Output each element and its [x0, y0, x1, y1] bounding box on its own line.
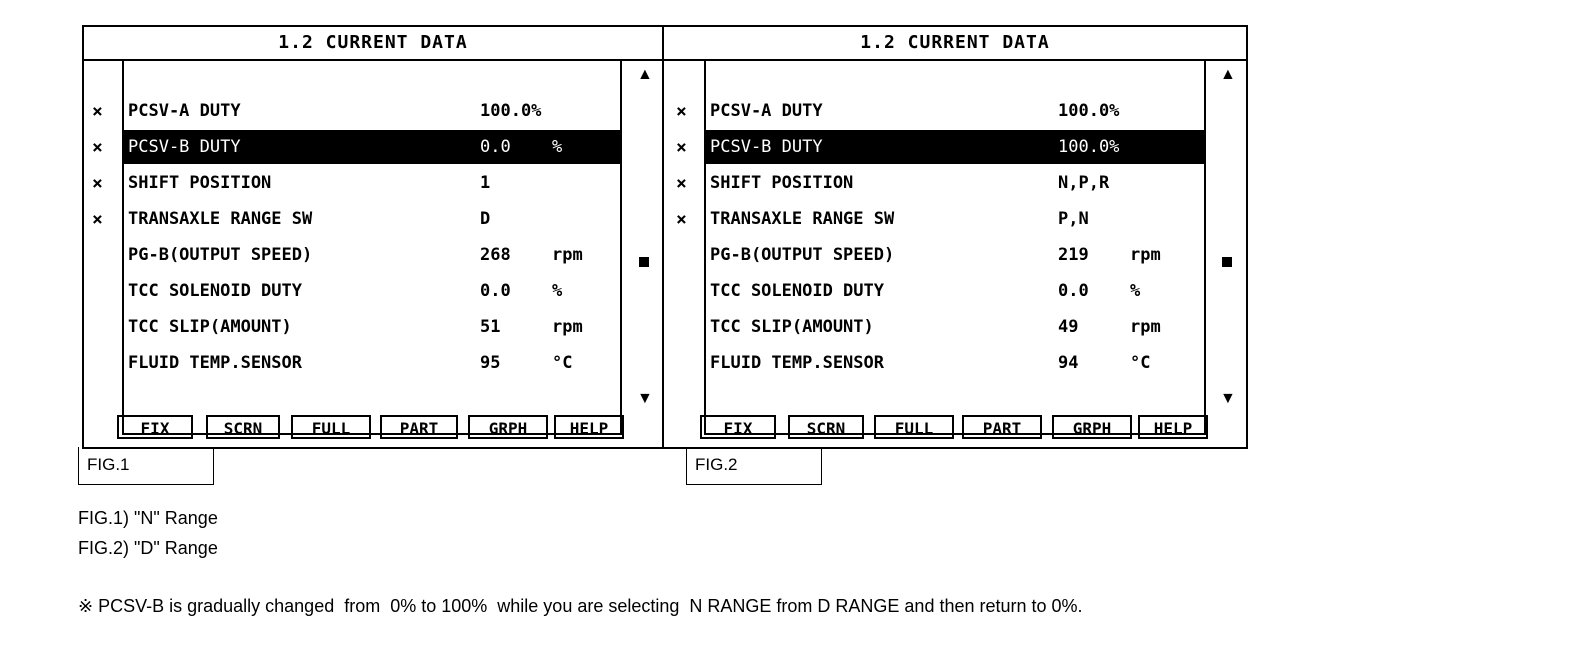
fig1-label: FIG.1	[78, 447, 214, 485]
row-value: 51	[480, 317, 501, 337]
row-unit: %	[552, 137, 563, 157]
row-value: 1	[480, 173, 491, 193]
fix-key[interactable]: FIX	[700, 415, 776, 439]
fig2-row-shift-position[interactable]	[706, 166, 1204, 200]
fig1-data-list[interactable]	[122, 61, 622, 435]
fig1-row-transaxle-range[interactable]	[124, 202, 620, 236]
row-unit: rpm	[1130, 245, 1161, 265]
row-value: 49	[1058, 317, 1079, 337]
fig1-star-2: ×	[92, 137, 103, 158]
fig1-star-3: ×	[92, 173, 103, 194]
fig1-row-pcsv-b[interactable]	[124, 130, 620, 164]
fig2-row-pcsv-a[interactable]	[706, 94, 1204, 128]
row-value: 94	[1058, 353, 1079, 373]
scroll-down-arrow-icon[interactable]: ▼	[1220, 390, 1236, 407]
row-name: FLUID TEMP.SENSOR	[710, 353, 884, 373]
row-name: TRANSAXLE RANGE SW	[710, 209, 895, 229]
scroll-down-arrow-icon[interactable]: ▼	[637, 390, 653, 407]
fig2-row-tcc-solenoid[interactable]	[706, 274, 1204, 308]
scrn-key[interactable]: SCRN	[788, 415, 864, 439]
fig1-star-4: ×	[92, 209, 103, 230]
row-name: FLUID TEMP.SENSOR	[128, 353, 302, 373]
row-name: PCSV-B DUTY	[128, 137, 241, 157]
row-name: TCC SOLENOID DUTY	[710, 281, 884, 301]
row-value: 0.0	[480, 137, 511, 157]
fig2-star-1: ×	[676, 101, 687, 122]
grph-key[interactable]: GRPH	[468, 415, 548, 439]
caption-fig2: FIG.2) "D" Range	[78, 538, 218, 558]
part-key[interactable]: PART	[962, 415, 1042, 439]
scroll-thumb[interactable]	[1222, 257, 1232, 267]
scroll-thumb[interactable]	[639, 257, 649, 267]
row-name: PCSV-B DUTY	[710, 137, 823, 157]
caption-fig1: FIG.1) "N" Range	[78, 508, 218, 528]
scroll-up-arrow-icon[interactable]: ▲	[637, 66, 653, 83]
row-value: 100.0%	[480, 101, 542, 121]
row-name: SHIFT POSITION	[710, 173, 854, 193]
row-name: TRANSAXLE RANGE SW	[128, 209, 313, 229]
fig1-title: 1.2 CURRENT DATA	[84, 27, 662, 61]
fig2-row-tcc-slip[interactable]	[706, 310, 1204, 344]
row-unit: rpm	[552, 317, 583, 337]
fig2-row-pcsv-b[interactable]	[706, 130, 1204, 164]
row-unit: °C	[1130, 353, 1151, 373]
fig2-title: 1.2 CURRENT DATA	[664, 27, 1246, 61]
help-key[interactable]: HELP	[554, 415, 624, 439]
row-name: TCC SOLENOID DUTY	[128, 281, 302, 301]
fig2-star-2: ×	[676, 137, 687, 158]
fig1-row-pcsv-a[interactable]	[124, 94, 620, 128]
row-unit: rpm	[552, 245, 583, 265]
fig1-star-1: ×	[92, 101, 103, 122]
row-value: N,P,R	[1058, 173, 1110, 193]
fig2-row-transaxle-range[interactable]	[706, 202, 1204, 236]
scrn-key[interactable]: SCRN	[206, 415, 280, 439]
fig1-row-tcc-solenoid[interactable]	[124, 274, 620, 308]
caption-note: ※ PCSV-B is gradually changed from 0% to 100% while you are selecting N RANGE from D RANGE and then return to 0%.	[78, 596, 1083, 616]
row-unit: %	[552, 281, 563, 301]
row-name: PCSV-A DUTY	[710, 101, 823, 121]
fig1-row-output-speed[interactable]	[124, 238, 620, 272]
row-value: 100.0%	[1058, 137, 1120, 157]
row-name: TCC SLIP(AMOUNT)	[710, 317, 874, 337]
fig2-panel	[662, 25, 1248, 449]
fig2-star-3: ×	[676, 173, 687, 194]
full-key[interactable]: FULL	[874, 415, 954, 439]
row-value: 0.0	[1058, 281, 1089, 301]
fig1-function-key-bar	[84, 413, 662, 443]
fig2-data-list[interactable]	[704, 61, 1206, 435]
row-value: 95	[480, 353, 501, 373]
fig2-row-output-speed[interactable]	[706, 238, 1204, 272]
row-name: PG-B(OUTPUT SPEED)	[710, 245, 895, 265]
fig2-star-4: ×	[676, 209, 687, 230]
fix-key[interactable]: FIX	[117, 415, 193, 439]
row-name: SHIFT POSITION	[128, 173, 272, 193]
scroll-up-arrow-icon[interactable]: ▲	[1220, 66, 1236, 83]
fig1-row-fluid-temp[interactable]	[124, 346, 620, 380]
row-unit: rpm	[1130, 317, 1161, 337]
fig2-function-key-bar	[664, 413, 1246, 443]
fig2-label: FIG.2	[686, 447, 822, 485]
fig1-row-tcc-slip[interactable]	[124, 310, 620, 344]
help-key[interactable]: HELP	[1138, 415, 1208, 439]
row-name: PG-B(OUTPUT SPEED)	[128, 245, 313, 265]
row-name: TCC SLIP(AMOUNT)	[128, 317, 292, 337]
row-value: 268	[480, 245, 511, 265]
grph-key[interactable]: GRPH	[1052, 415, 1132, 439]
row-value: 219	[1058, 245, 1089, 265]
row-name: PCSV-A DUTY	[128, 101, 241, 121]
part-key[interactable]: PART	[380, 415, 458, 439]
fig1-panel	[82, 25, 664, 449]
full-key[interactable]: FULL	[291, 415, 371, 439]
row-value: 0.0	[480, 281, 511, 301]
row-unit: °C	[552, 353, 573, 373]
row-value: D	[480, 209, 491, 229]
row-value: P,N	[1058, 209, 1089, 229]
row-unit: %	[1130, 281, 1141, 301]
fig1-row-shift-position[interactable]	[124, 166, 620, 200]
fig2-row-fluid-temp[interactable]	[706, 346, 1204, 380]
row-value: 100.0%	[1058, 101, 1120, 121]
